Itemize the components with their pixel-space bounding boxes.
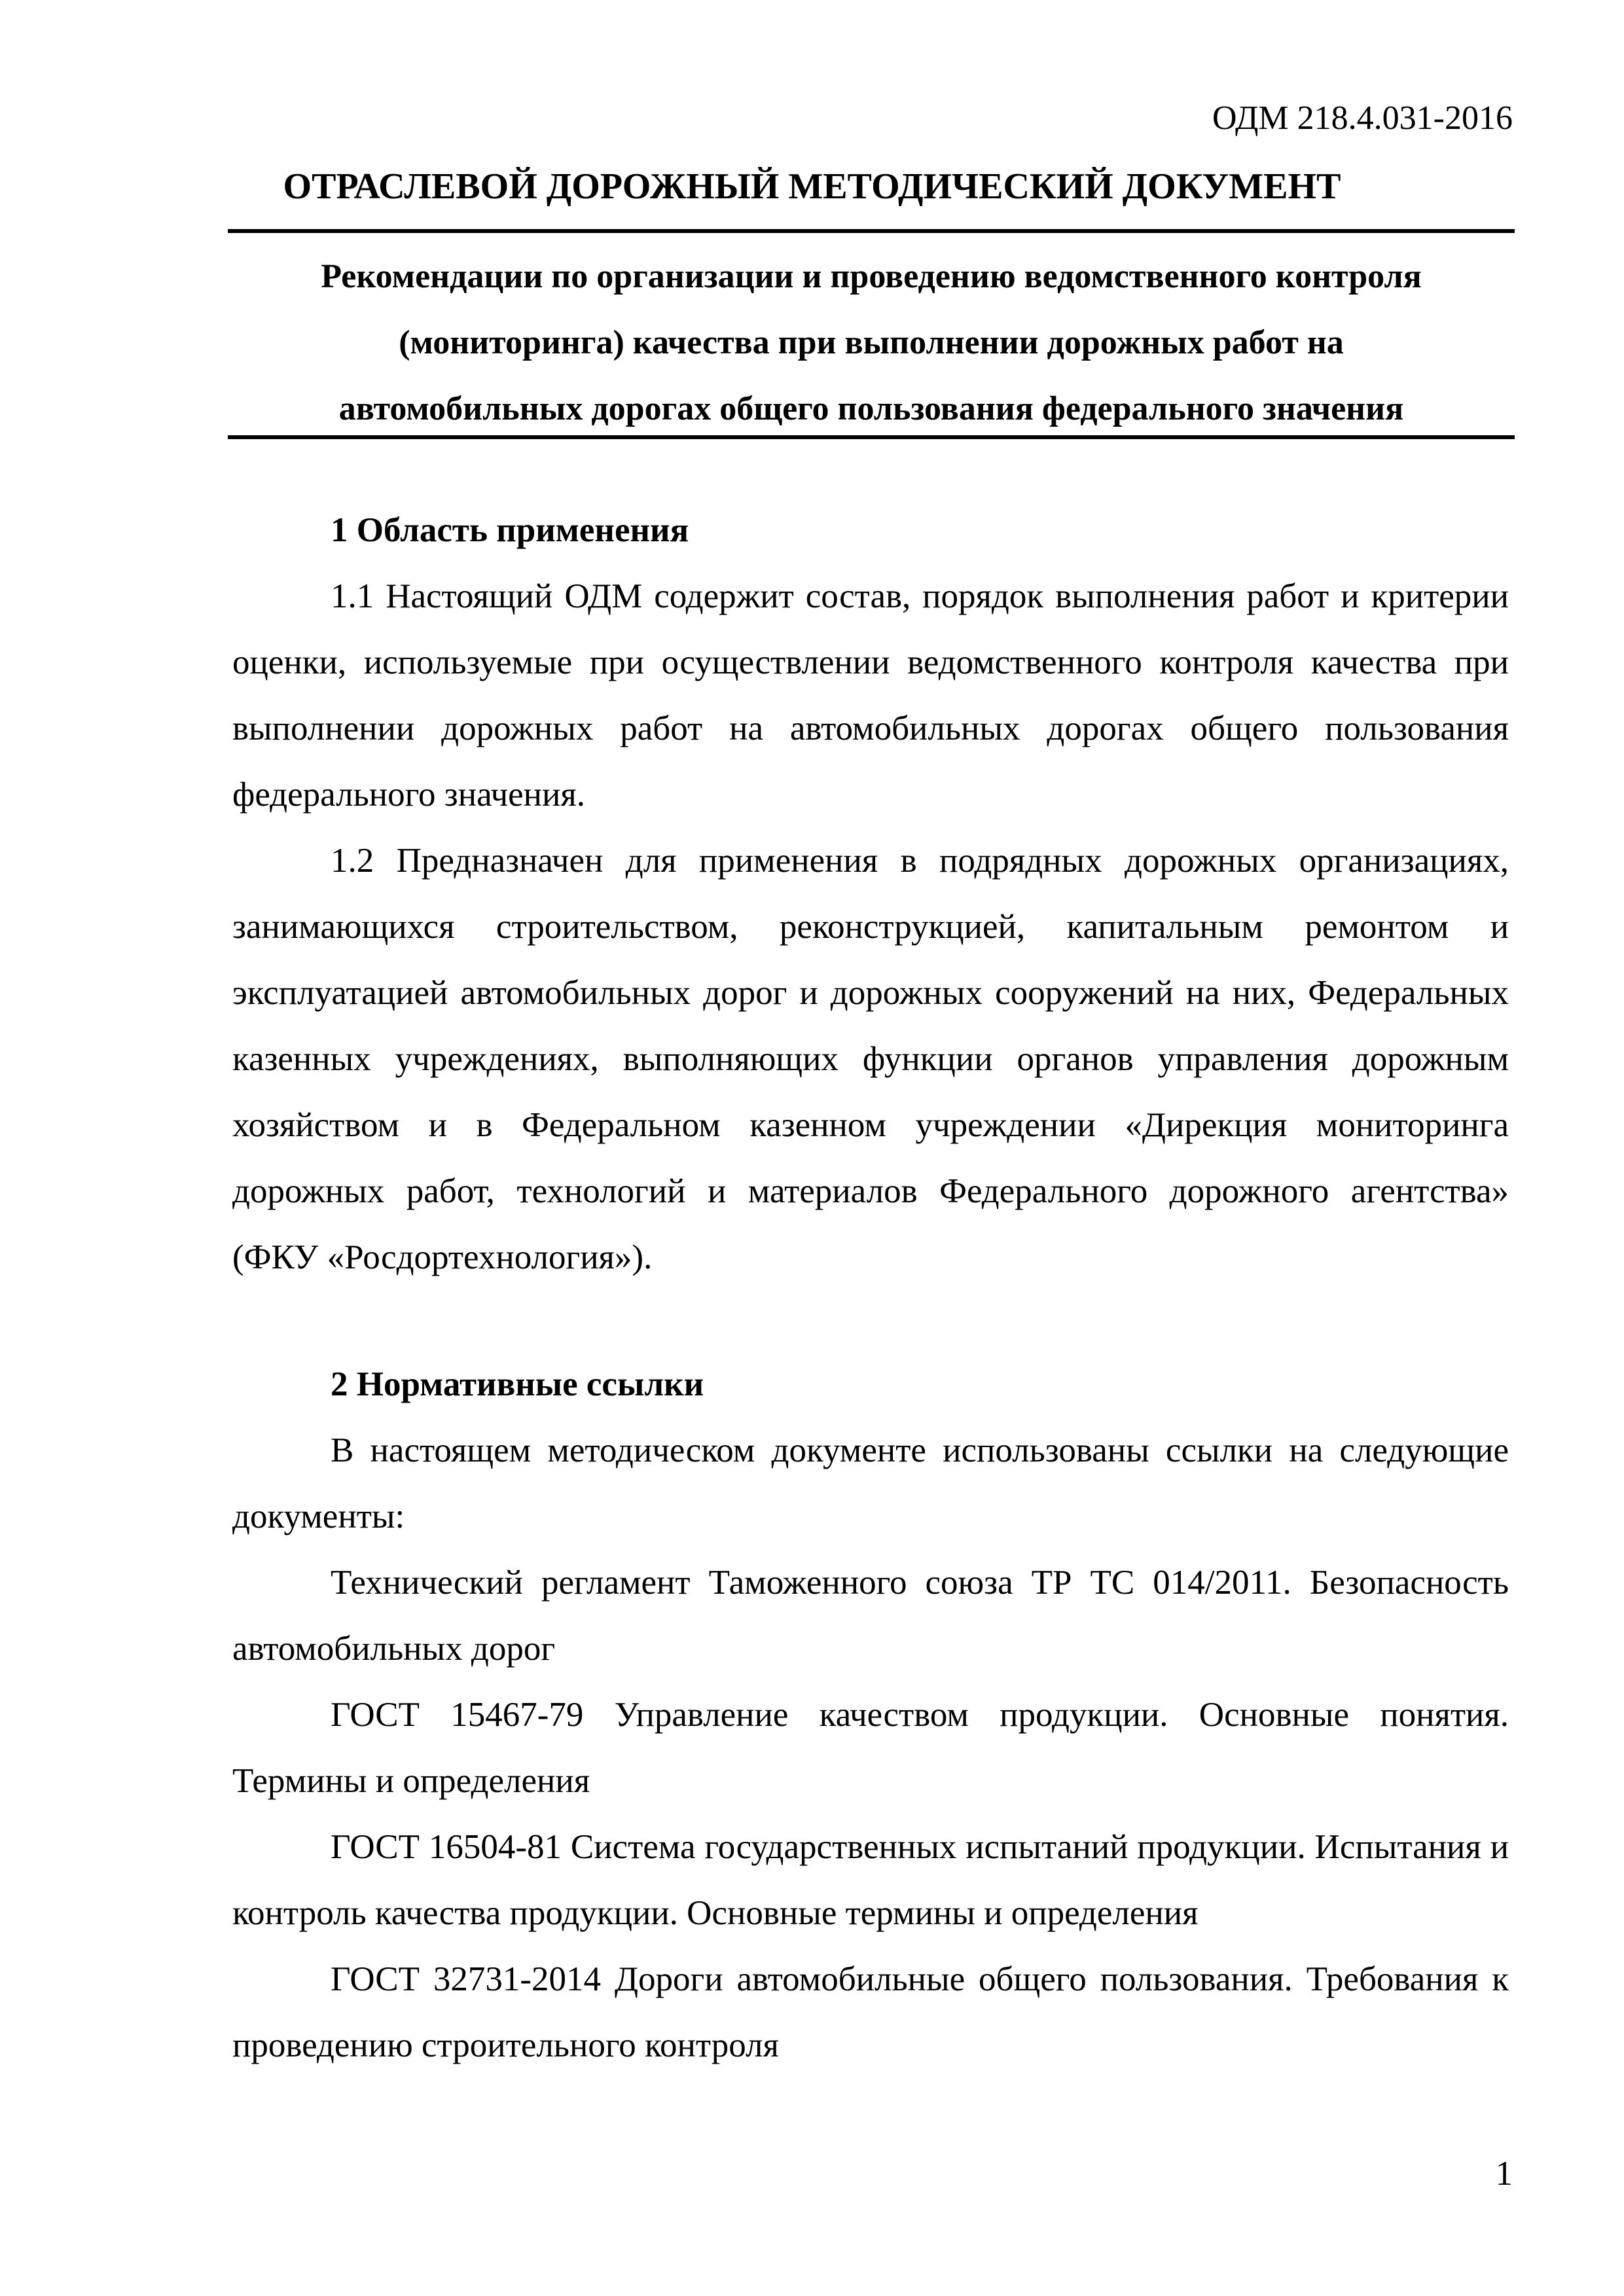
document-subtitle	[228, 243, 1515, 442]
top-divider	[228, 229, 1515, 233]
subtitle-line: Рекомендации по организации и проведению ведомственного контроля	[321, 258, 1422, 295]
reference-item: ГОСТ 32731-2014 Дороги автомобильные общего пользования. Требования к проведению строительного контроля	[232, 1960, 1509, 2064]
document-code: ОДМ 218.4.031-2016	[1212, 99, 1513, 137]
reference-item: ГОСТ 16504-81 Система государственных испытаний продукции. Испытания и контроль качества продукции. Основные термины и определения	[232, 1828, 1509, 1932]
document-type-title: ОТРАСЛЕВОЙ ДОРОЖНЫЙ МЕТОДИЧЕСКИЙ ДОКУМЕНТ	[283, 166, 1341, 207]
section-2-heading: 2 Нормативные ссылки	[331, 1365, 704, 1403]
reference-item: Технический регламент Таможенного союза ТР ТС 014/2011. Безопасность автомобильных дорог	[232, 1564, 1509, 1668]
bottom-divider	[228, 435, 1515, 439]
paragraph-1-1: 1.1 Настоящий ОДМ содержит состав, порядок выполнения работ и критерии оценки, используемые при осуществлении ведомственного контроля качества при выполнении дорожных работ на автомобильных дорогах общего пользования федерального значения.	[232, 577, 1509, 814]
paragraph-1-2: 1.2 Предназначен для применения в подрядных дорожных организациях, занимающихся строительством, реконструкцией, капитальным ремонтом и эксплуатацией автомобильных дорог и дорожных сооружений на них, Федеральных казенных учреждениях, выполняющих функции органов управления дорожным хозяйством и в Федеральном казенном учреждении «Дирекция мониторинга дорожных работ, технологий и материалов Федерального дорожного агентства» (ФКУ «Росдортехнология»).	[232, 842, 1509, 1276]
section-1-body	[232, 564, 1509, 1291]
subtitle-line: автомобильных дорогах общего пользования федерального значения	[338, 390, 1404, 427]
subtitle-line: (мониторинга) качества при выполнении дорожных работ на	[399, 324, 1344, 361]
section-2-body	[232, 1418, 1509, 2079]
reference-item: ГОСТ 15467-79 Управление качеством продукции. Основные понятия. Термины и определения	[232, 1696, 1509, 1800]
section-1-heading: 1 Область применения	[331, 511, 689, 549]
page-number: 1	[1495, 2155, 1513, 2193]
paragraph-2-intro: В настоящем методическом документе использованы ссылки на следующие документы:	[232, 1431, 1509, 1535]
